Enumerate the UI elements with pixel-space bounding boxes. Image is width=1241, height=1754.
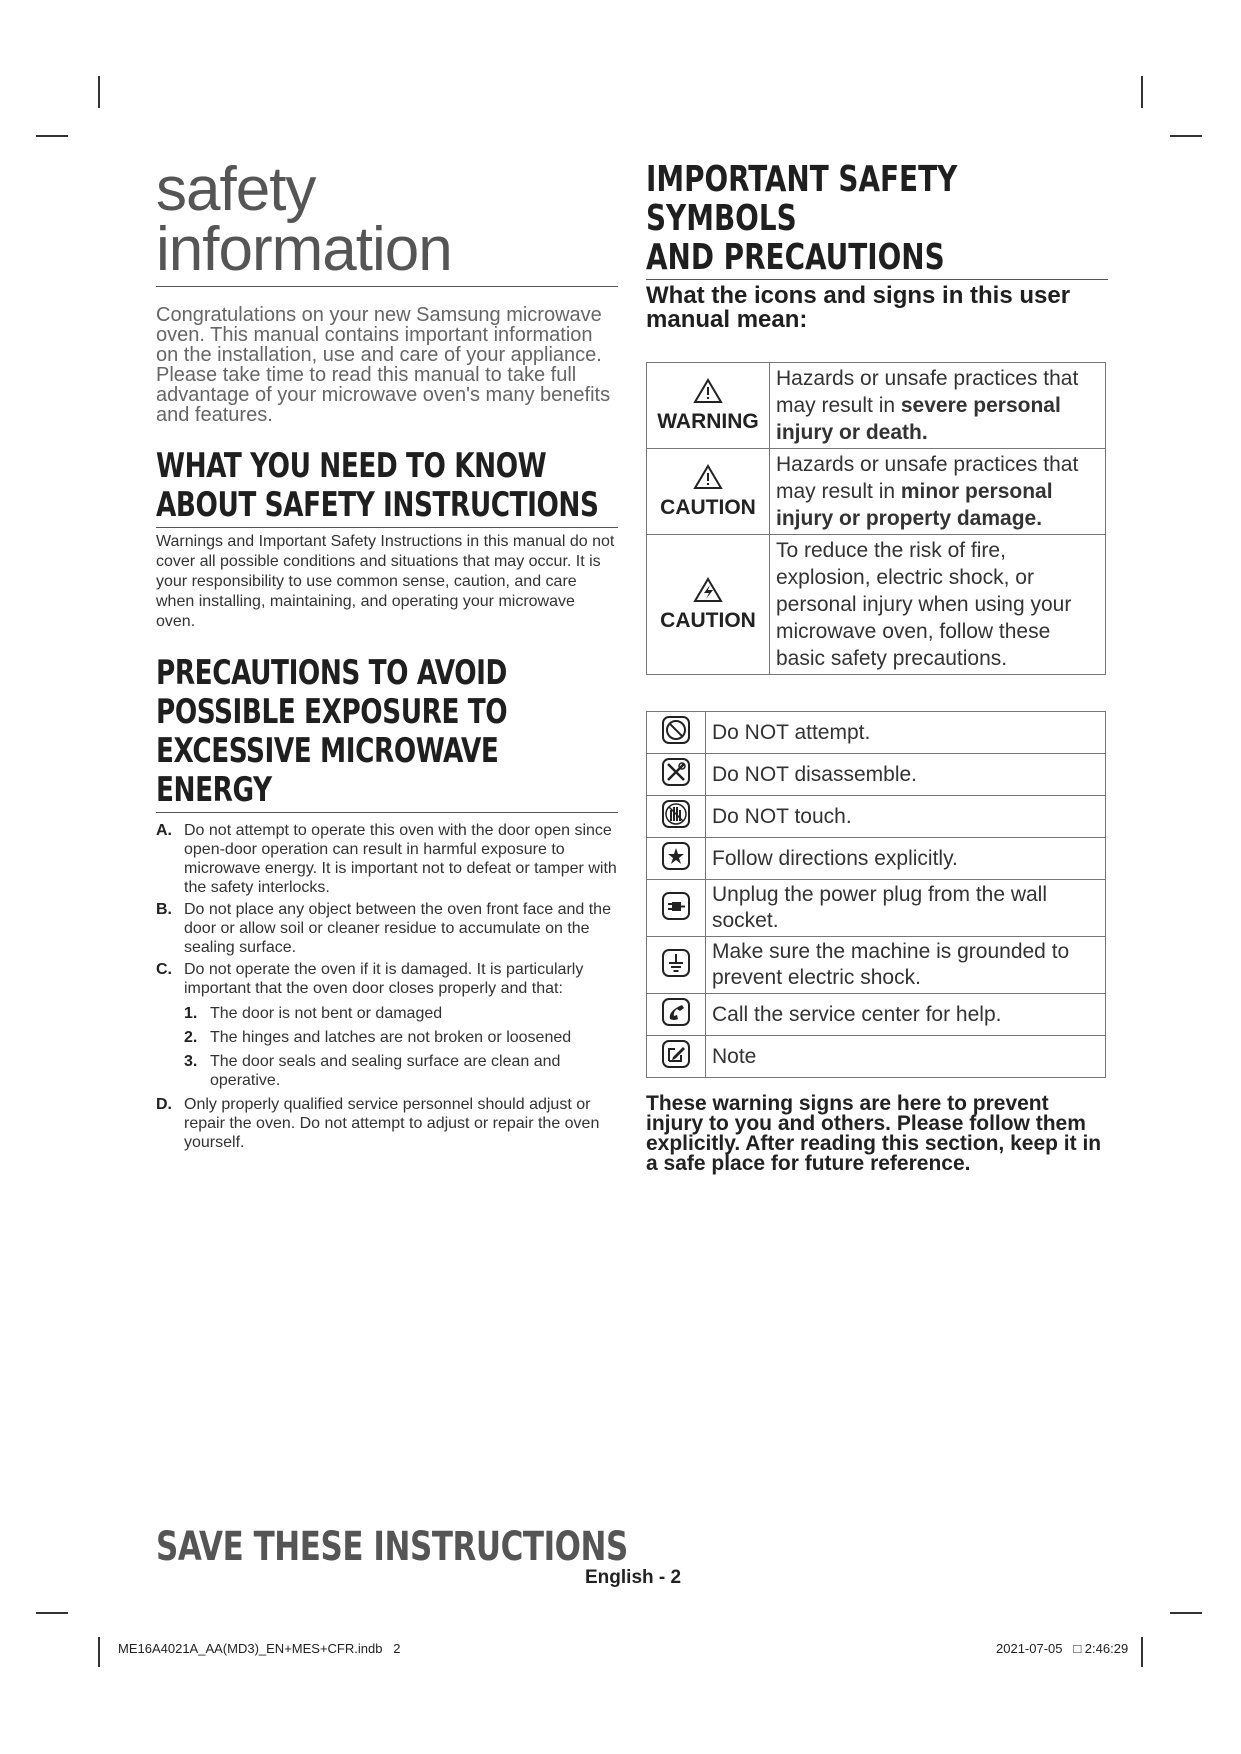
item-marker: 3. bbox=[184, 1053, 198, 1070]
page-title-line2: information bbox=[156, 215, 452, 284]
item-text: The hinges and latches are not broken or loosened bbox=[210, 1029, 572, 1046]
section2-divider bbox=[156, 812, 618, 813]
list-item bbox=[156, 900, 618, 957]
list-item bbox=[156, 1095, 618, 1152]
table-row bbox=[647, 880, 1106, 937]
symbol-description bbox=[770, 535, 1106, 675]
item-marker: 2. bbox=[184, 1029, 198, 1046]
right-column bbox=[646, 160, 1108, 1195]
icon-cell bbox=[647, 1036, 706, 1078]
crop-mark bbox=[98, 76, 100, 108]
crop-mark bbox=[36, 135, 68, 137]
save-instructions-heading: SAVE THESE INSTRUCTIONS bbox=[156, 1524, 628, 1570]
symbols-heading bbox=[646, 160, 1110, 277]
intro-paragraph: Congratulations on your new Samsung microwave oven. This manual contains important information on the installation, use and care of your appliance. Please take time to read this manual to take full advantage of your microwave oven's many benefits and features. bbox=[156, 304, 611, 426]
section2-heading bbox=[156, 654, 620, 810]
section2-heading-line3: EXCESSIVE MICROWAVE bbox=[156, 731, 499, 771]
section1-divider bbox=[156, 527, 618, 528]
section2-heading-line2: POSSIBLE EXPOSURE TO bbox=[156, 692, 508, 732]
icon-description: Note bbox=[706, 1036, 1106, 1078]
symbol-description-text: To reduce the risk of fire, explosion, electric shock, or personal injury when using your microwave oven, follow these basic safety precautions. bbox=[776, 539, 1072, 670]
icon-cell bbox=[647, 754, 706, 796]
table-row bbox=[647, 994, 1106, 1036]
warning-triangle-icon bbox=[693, 378, 723, 404]
caution-triangle-icon bbox=[693, 464, 723, 490]
unplug-icon bbox=[661, 891, 691, 921]
section1-heading bbox=[156, 447, 620, 525]
table-row bbox=[647, 796, 1106, 838]
item-marker: A. bbox=[156, 822, 172, 839]
symbol-label: CAUTION bbox=[660, 608, 756, 632]
crop-mark bbox=[98, 1637, 100, 1667]
crop-mark bbox=[1141, 1637, 1143, 1667]
note-icon bbox=[661, 1039, 691, 1069]
item-marker: C. bbox=[156, 961, 172, 978]
left-column bbox=[156, 155, 618, 1155]
table-row bbox=[647, 838, 1106, 880]
item-marker: 1. bbox=[184, 1005, 198, 1022]
table-row bbox=[647, 535, 1106, 675]
icon-meaning-table bbox=[646, 711, 1106, 1078]
item-text: Do not attempt to operate this oven with the door open since open-door operation can result in harmful exposure to microwave energy. It is important not to defeat or tamper with the safety interlocks. bbox=[184, 822, 617, 896]
page-number: English - 2 bbox=[585, 1567, 682, 1588]
crop-mark bbox=[36, 1612, 68, 1614]
table-row bbox=[647, 712, 1106, 754]
symbol-description bbox=[770, 449, 1106, 535]
icon-description: Unplug the power plug from the wall socket. bbox=[706, 880, 1106, 937]
icon-description: Follow directions explicitly. bbox=[706, 838, 1106, 880]
crop-mark bbox=[1170, 135, 1202, 137]
door-condition-list bbox=[184, 1004, 618, 1090]
print-timestamp: 2021-07-05 □ 2:46:29 bbox=[996, 1641, 1129, 1656]
table-row bbox=[647, 754, 1106, 796]
star-icon bbox=[661, 841, 691, 871]
symbol-description bbox=[770, 363, 1106, 449]
item-text: Do not place any object between the oven front face and the door or allow soil or cleaner residue to accumulate on the sealing surface. bbox=[184, 901, 611, 956]
list-item bbox=[156, 960, 618, 1090]
caution-shock-symbol-cell bbox=[647, 535, 770, 675]
no-disassemble-icon bbox=[661, 757, 691, 787]
icon-description: Make sure the machine is grounded to prevent electric shock. bbox=[706, 937, 1106, 994]
no-touch-icon bbox=[661, 799, 691, 829]
icon-cell bbox=[647, 880, 706, 937]
warning-symbol-table bbox=[646, 362, 1106, 675]
phone-icon bbox=[661, 997, 691, 1027]
item-marker: B. bbox=[156, 901, 172, 918]
item-marker: D. bbox=[156, 1096, 172, 1113]
icon-cell bbox=[647, 712, 706, 754]
list-item bbox=[184, 1004, 618, 1023]
title-divider bbox=[156, 286, 618, 287]
page-title-line1: safety bbox=[156, 155, 316, 224]
list-item bbox=[184, 1052, 618, 1090]
icon-description: Call the service center for help. bbox=[706, 994, 1106, 1036]
symbol-label: CAUTION bbox=[660, 495, 756, 519]
list-item bbox=[184, 1028, 618, 1047]
print-file-name: ME16A4021A_AA(MD3)_EN+MES+CFR.indb 2 bbox=[118, 1641, 401, 1656]
icon-cell bbox=[647, 796, 706, 838]
symbol-description-bold: minor personal injury or property damage. bbox=[776, 480, 1053, 530]
icon-description: Do NOT disassemble. bbox=[706, 754, 1106, 796]
symbols-heading-line2: AND PRECAUTIONS bbox=[646, 237, 945, 278]
electric-shock-warning-icon bbox=[693, 577, 723, 603]
symbols-heading-line1: IMPORTANT SAFETY SYMBOLS bbox=[646, 159, 958, 239]
symbol-label: WARNING bbox=[657, 409, 759, 433]
crop-mark bbox=[1170, 1612, 1202, 1614]
icon-cell bbox=[647, 838, 706, 880]
precaution-list bbox=[156, 821, 618, 1152]
section-what-you-need bbox=[156, 447, 618, 632]
item-text: Do not operate the oven if it is damaged. It is particularly important that the oven door closes properly and that: bbox=[184, 961, 584, 997]
section1-heading-line2: ABOUT SAFETY INSTRUCTIONS bbox=[156, 485, 599, 525]
table-row bbox=[647, 449, 1106, 535]
prohibited-icon bbox=[661, 715, 691, 745]
warning-symbol-cell bbox=[647, 363, 770, 449]
section2-heading-line1: PRECAUTIONS TO AVOID bbox=[156, 653, 507, 693]
item-text: The door seals and sealing surface are clean and operative. bbox=[210, 1053, 561, 1089]
symbol-description-text: Hazards or unsafe practices that may result in bbox=[776, 367, 1079, 417]
icon-cell bbox=[647, 994, 706, 1036]
list-item bbox=[156, 821, 618, 897]
page-title bbox=[156, 155, 618, 284]
section-precautions bbox=[156, 654, 618, 1152]
item-text: Only properly qualified service personnel should adjust or repair the oven. Do not attempt to adjust or repair the oven yourself. bbox=[184, 1096, 600, 1151]
table-row bbox=[647, 1036, 1106, 1078]
caution-symbol-cell bbox=[647, 449, 770, 535]
item-text: The door is not bent or damaged bbox=[210, 1005, 443, 1022]
symbols-subheading: What the icons and signs in this user manual mean: bbox=[646, 282, 1071, 333]
section1-body: Warnings and Important Safety Instructions in this manual do not cover all possible conditions and situations that may occur. It is your responsibility to use common sense, caution, and care when installing, maintaining, and operating your microwave oven. bbox=[156, 533, 615, 630]
icon-cell bbox=[647, 937, 706, 994]
ground-icon bbox=[661, 948, 691, 978]
icon-description: Do NOT attempt. bbox=[706, 712, 1106, 754]
table-row bbox=[647, 363, 1106, 449]
section1-heading-line1: WHAT YOU NEED TO KNOW bbox=[156, 446, 547, 486]
symbol-description-bold: severe personal injury or death. bbox=[776, 394, 1061, 444]
icon-description: Do NOT touch. bbox=[706, 796, 1106, 838]
table-row bbox=[647, 937, 1106, 994]
symbols-divider bbox=[646, 279, 1108, 280]
crop-mark bbox=[1141, 76, 1143, 108]
section2-heading-line4: ENERGY bbox=[156, 770, 272, 810]
closing-note: These warning signs are here to prevent injury to you and others. Please follow them explicitly. After reading this section, keep it in a safe place for future reference. bbox=[646, 1092, 1102, 1175]
symbol-description-text: Hazards or unsafe practices that may result in bbox=[776, 453, 1079, 503]
